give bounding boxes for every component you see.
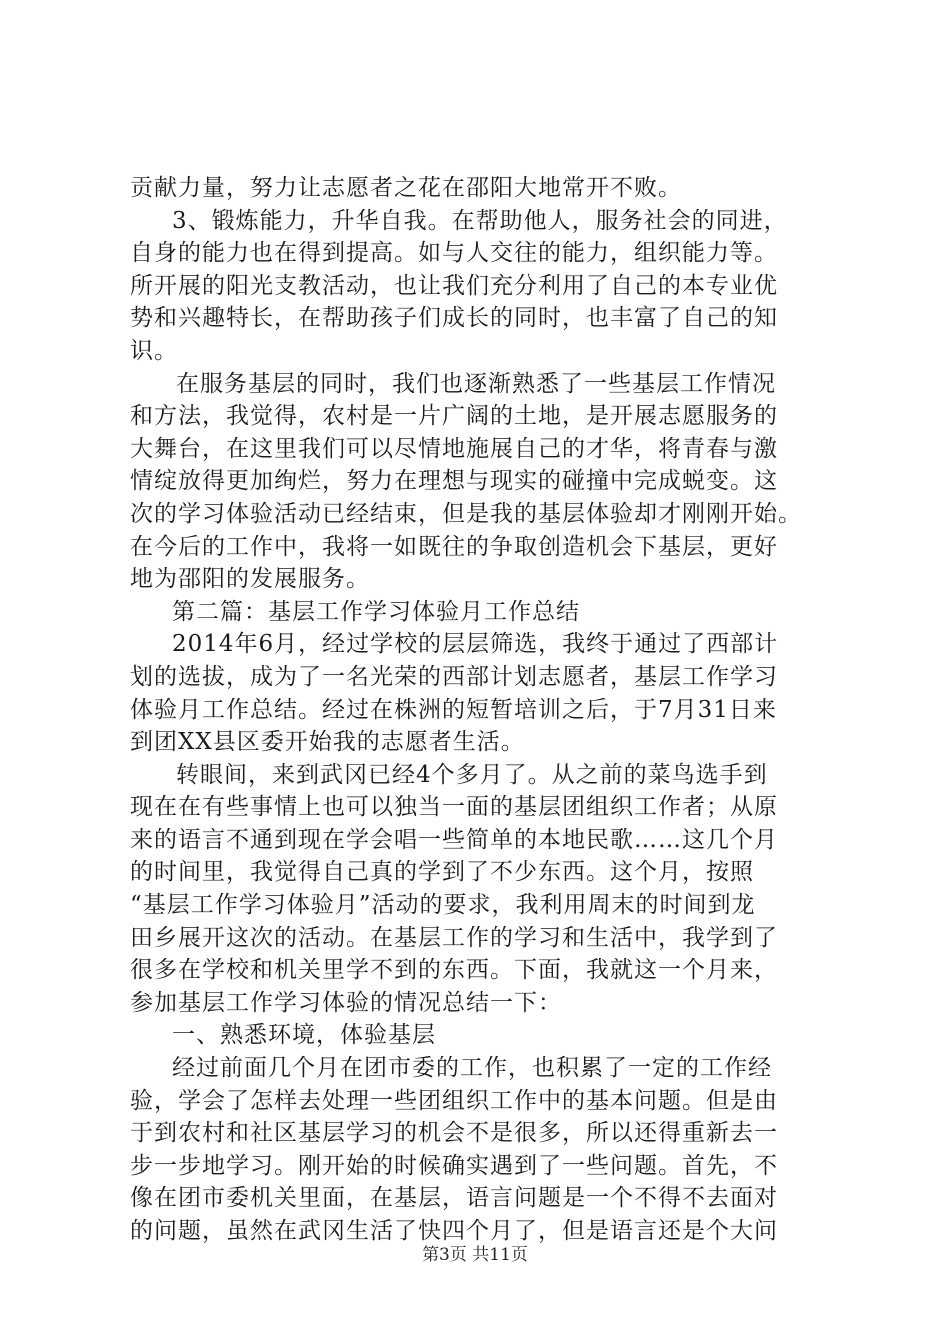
text-line: 所开展的阳光支教活动，也让我们充分利用了自己的本专业优 <box>130 272 778 299</box>
text-line: 大舞台，在这里我们可以尽情地施展自己的才华，将青春与激 <box>130 435 778 462</box>
text-line: 在今后的工作中，我将一如既往的争取创造机会下基层，更好 <box>130 533 778 560</box>
text-line: 很多在学校和机关里学不到的东西。下面，我就这一个月来， <box>130 957 778 984</box>
text-line: 次的学习体验活动已经结束，但是我的基层体验却才刚刚开始。 <box>130 500 802 527</box>
text-line: 田乡展开这次的活动。在基层工作的学习和生活中，我学到了 <box>130 924 778 951</box>
text-line: 到团XX县区委开始我的志愿者生活。 <box>130 729 525 756</box>
text-line: 的问题，虽然在武冈生活了快四个月了，但是语言还是个大问 <box>130 1218 778 1244</box>
text-line: 来的语言不通到现在学会唱一些简单的本地民歌……这几个月 <box>130 826 778 853</box>
text-line: 验，学会了怎样去处理一些团组织工作中的基本问题。但是由 <box>130 1087 778 1114</box>
text-line: 像在团市委机关里面，在基层，语言问题是一个不得不去面对 <box>130 1185 778 1212</box>
text-line: 识。 <box>130 337 178 364</box>
text-line: 参加基层工作学习体验的情况总结一下： <box>130 989 562 1016</box>
section-heading: 第二篇：基层工作学习体验月工作总结 <box>172 598 580 625</box>
text-line: 3、锻炼能力，升华自我。在帮助他人，服务社会的同进， <box>172 207 788 234</box>
text-line: 划的选拔，成为了一名光荣的西部计划志愿者，基层工作学习 <box>130 663 778 690</box>
text-line: 的时间里，我觉得自己真的学到了不少东西。这个月，按照 <box>130 859 754 886</box>
text-line: 和方法，我觉得，农村是一片广阔的土地，是开展志愿服务的 <box>130 403 778 430</box>
document-body <box>130 172 830 1248</box>
page-number-footer: 第3页 共11页 <box>422 1245 528 1265</box>
text-line: 势和兴趣特长，在帮助孩子们成长的同时，也丰富了自己的知 <box>130 305 778 332</box>
text-line: 转眼间，来到武冈已经4个多月了。从之前的菜鸟选手到 <box>176 761 768 788</box>
text-line: 在服务基层的同时，我们也逐渐熟悉了一些基层工作情况 <box>176 370 776 397</box>
text-line: 步一步地学习。刚开始的时候确实遇到了一些问题。首先，不 <box>130 1152 778 1179</box>
text-line: “基层工作学习体验月”活动的要求，我利用周末的时间到龙 <box>130 892 756 919</box>
text-line: 经过前面几个月在团市委的工作，也积累了一定的工作经 <box>172 1055 772 1082</box>
text-line: 贡献力量，努力让志愿者之花在邵阳大地常开不败。 <box>130 175 682 201</box>
text-line: 自身的能力也在得到提高。如与人交往的能力，组织能力等。 <box>130 240 778 267</box>
text-line: 于到农村和社区基层学习的机会不是很多，所以还得重新去一 <box>130 1120 778 1147</box>
subsection-heading: 一、熟悉环境，体验基层 <box>172 1022 436 1049</box>
text-line: 地为邵阳的发展服务。 <box>130 566 370 593</box>
text-line: 体验月工作总结。经过在株洲的短暂培训之后，于7月31日来 <box>130 696 777 723</box>
text-line: 情绽放得更加绚烂，努力在理想与现实的碰撞中完成蜕变。这 <box>130 468 778 495</box>
text-line: 2014年6月，经过学校的层层筛选，我终于通过了西部计 <box>172 631 779 658</box>
text-line: 现在在有些事情上也可以独当一面的基层团组织工作者；从原 <box>130 794 778 821</box>
